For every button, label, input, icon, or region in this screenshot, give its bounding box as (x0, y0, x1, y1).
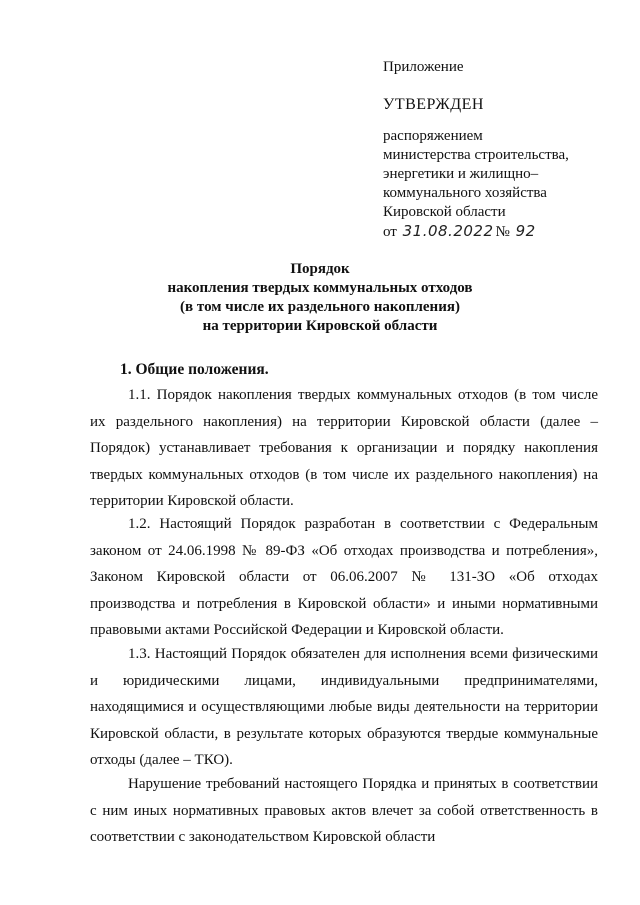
approval-line: распоряжением (383, 128, 483, 144)
approved-stamp-text: УТВЕРЖДЕН (383, 96, 484, 113)
paragraph-text: 1.3. Настоящий Порядок обязателен для исполнения всеми физическими и юридическими лицами, индивидуальными предпринимателями, находящимися и осуществляющими любые виды деятельности на территории Кировской области, в результате которых образуются твердые коммунальные отходы (далее – ТКО). (90, 646, 598, 768)
approval-line: коммунального хозяйства (383, 185, 547, 201)
handwritten-date: 31.08.2022 (402, 222, 494, 240)
paragraph-1-3 (90, 641, 598, 774)
paragraph-text: 1.1. Порядок накопления твердых коммунальных отходов (в том числе их раздельного накопления) на территории Кировской области (далее – Порядок) устанавливает требования к организации и порядку накопления твердых коммунальных отходов (в том числе их раздельного накопления) на территории Кировской области. (90, 387, 598, 509)
approval-line: Кировской области (383, 204, 506, 220)
number-prefix: № (495, 224, 510, 240)
title-line: Порядок (290, 261, 350, 277)
paragraph-text: 1.2. Настоящий Порядок разработан в соответствии с Федеральным законом от 24.06.1998 № 89-ФЗ «Об отходах производства и потребления», Законом Кировской области от 06.06.2007 № 131-ЗО «Об отходах производства и потребления в Кировской области» и иными нормативными правовыми актами Российской Федерации и Кировской области. (90, 516, 598, 638)
document-title (0, 260, 640, 336)
handwritten-number: 92 (515, 222, 536, 240)
paragraph-1-2 (90, 511, 598, 644)
approval-block (383, 127, 613, 242)
approval-line: энергетики и жилищно– (383, 166, 539, 182)
paragraph-violation (90, 771, 598, 851)
date-prefix: от (383, 224, 397, 240)
paragraph-text: Нарушение требований настоящего Порядка и принятых в соответствии с ним иных нормативных правовых актов влечет за собой ответственность в соответствии с законодательством Кировской области (90, 776, 598, 845)
title-line: на территории Кировской области (202, 318, 438, 334)
approval-date-line (383, 222, 613, 242)
paragraph-1-1 (90, 382, 598, 515)
appendix-label: Приложение (383, 59, 464, 75)
section-heading: 1. Общие положения. (120, 361, 269, 378)
approval-line: министерства строительства, (383, 147, 569, 163)
title-line: накопления твердых коммунальных отходов (167, 280, 473, 296)
title-line: (в том числе их раздельного накопления) (180, 299, 460, 315)
